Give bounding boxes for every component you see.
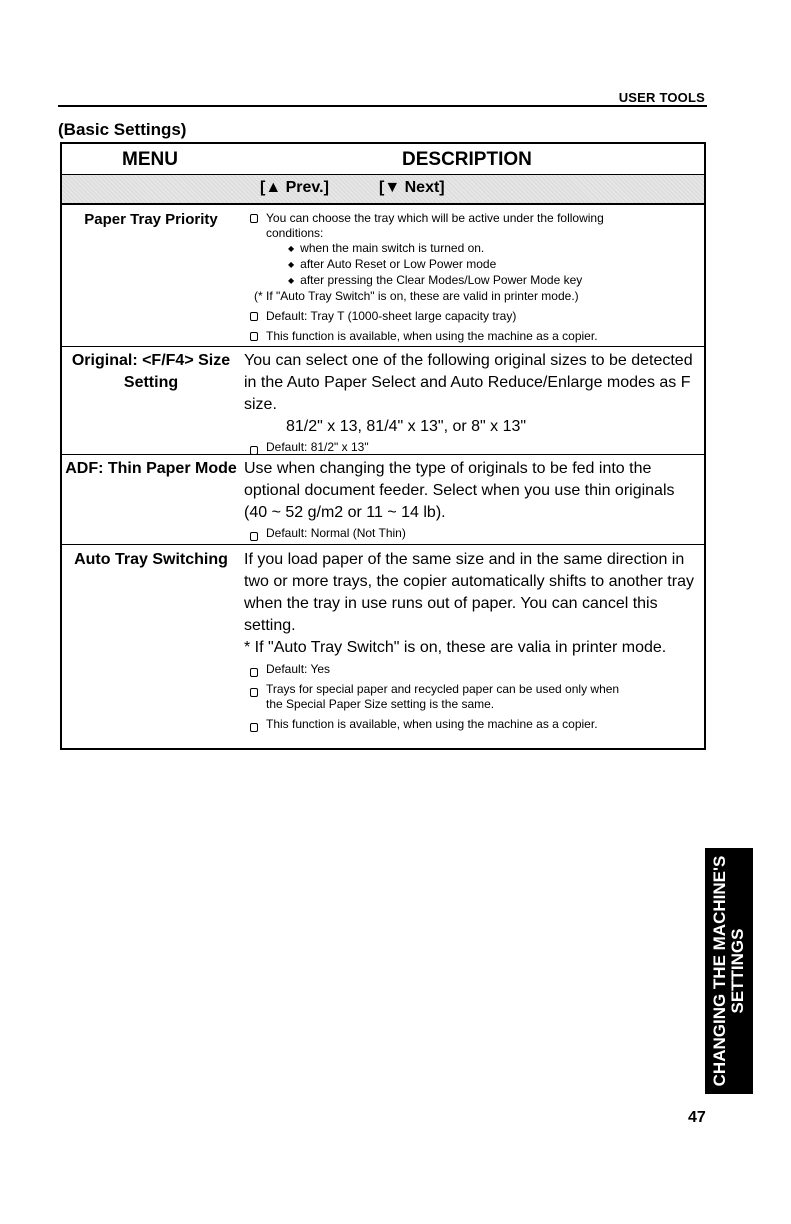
- description: Use when changing the type of originals to be fed into the optional document feeder. Select when you use thin originals (40 ~ 52 g/m2 or 11 ~ 14 lb). Default: Normal (Not Thin): [244, 460, 675, 540]
- checkbox-icon: [250, 312, 258, 321]
- table-row: [62, 205, 704, 347]
- table-row: [62, 347, 704, 455]
- menu-column-header: MENU: [122, 149, 178, 170]
- page-number: 47: [688, 1109, 706, 1126]
- prev-button[interactable]: [▲ Prev.]: [260, 179, 329, 196]
- running-header: USER TOOLS: [618, 90, 705, 105]
- next-button[interactable]: [▼ Next]: [379, 179, 445, 196]
- menu-label: Original: <F/F4> Size Setting: [71, 352, 231, 391]
- checkbox-icon: [250, 214, 258, 223]
- settings-table: [60, 142, 706, 750]
- checkbox-icon: [250, 688, 258, 697]
- section-title: (Basic Settings): [58, 120, 187, 139]
- checkbox-icon: [250, 332, 258, 341]
- description-column-header: DESCRIPTION: [402, 149, 532, 170]
- menu-label: Auto Tray Switching: [74, 551, 228, 568]
- menu-label: Paper Tray Priority: [84, 211, 218, 228]
- header-rule: [58, 105, 707, 107]
- description: You can choose the tray which will be active under the following conditions: ◆ when the main switch is turned on. ◆ after Auto Reset or Low Power mode ◆ after pressing the Clear Modes/Low Power Mode key (* If "Auto Tray Switch" is on, these are valid in printer mode.) Default: Tray T (1000-sheet large capacity tray) This function is available, when using the machine as a copier.: [244, 211, 696, 344]
- checkbox-icon: [250, 723, 258, 732]
- table-row: [62, 545, 704, 750]
- menu-label: ADF: Thin Paper Mode: [65, 460, 237, 477]
- nav-bar: [62, 175, 704, 205]
- description: You can select one of the following original sizes to be detected in the Auto Paper Select and Auto Reduce/Enlarge modes as F size. 81/2" x 13, 81/4" x 13", or 8" x 13" Default: 81/2" x 13": [244, 352, 693, 454]
- checkbox-icon: [250, 668, 258, 677]
- table-header: [62, 144, 704, 175]
- description: If you load paper of the same size and in the same direction in two or more trays, the copier automatically shifts to another tray when the tray in use runs out of paper. You can cancel this setting. * If "Auto Tray Switch" is on, these are valia in printer mode. Default: Yes Trays for special paper and recycled paper can be used only when the Special Paper Size setting is the same. This function is available, when using the machine as a copier.: [244, 551, 694, 731]
- table-row: [62, 455, 704, 545]
- checkbox-icon: [250, 532, 258, 541]
- chapter-side-tab: CHANGING THE MACHINE'S SETTINGS: [705, 848, 753, 1094]
- checkbox-icon: [250, 446, 258, 455]
